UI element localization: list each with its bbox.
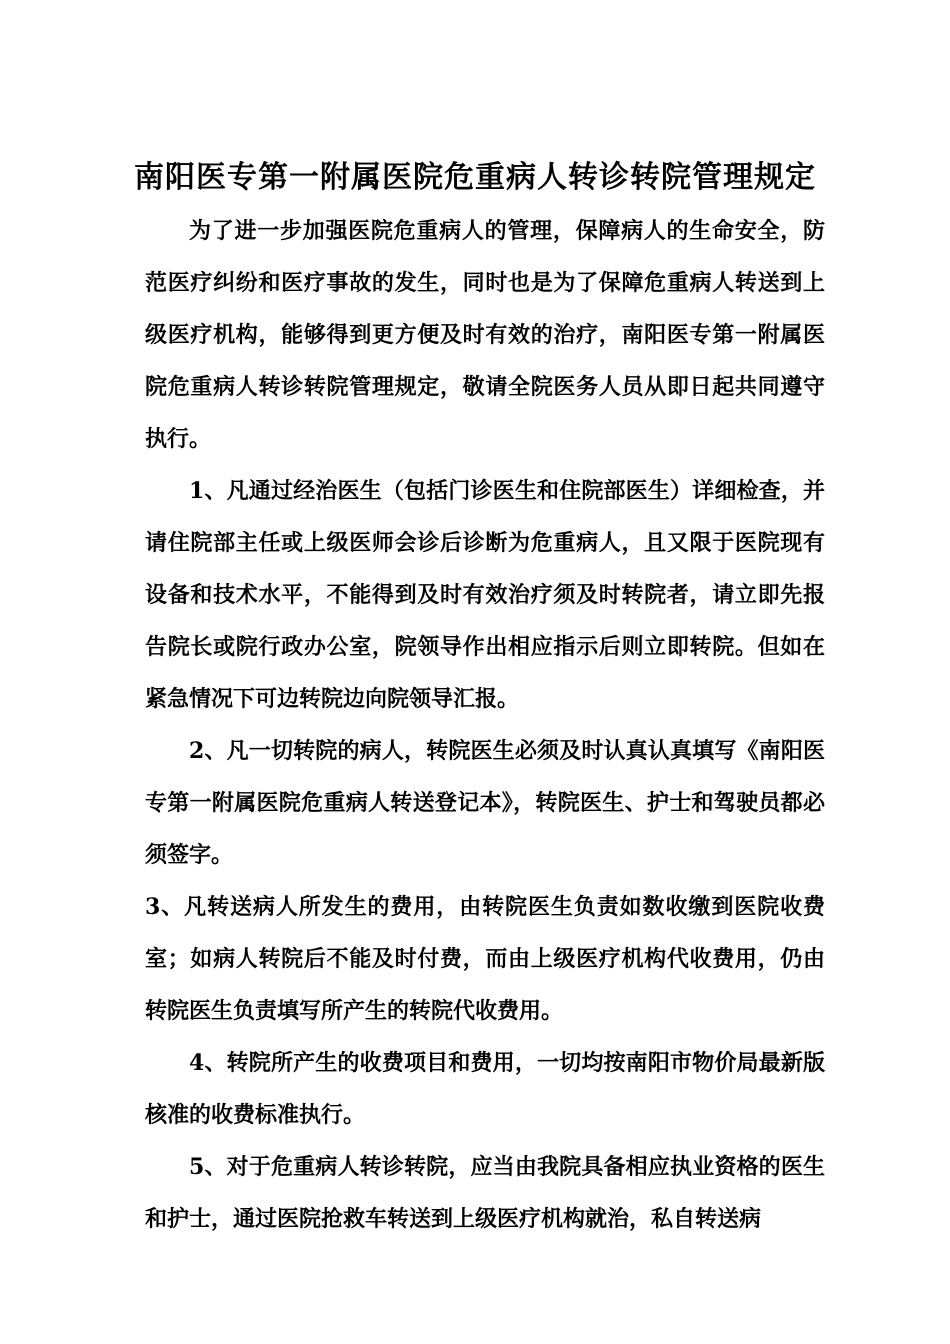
paragraph-3: 3、凡转送病人所发生的费用，由转院医生负责如数收缴到医院收费室；如病人转院后不能及时付费，而由上级医疗机构代收费用，仍由转院医生负责填写所产生的转院代收费用。 (145, 894, 825, 1024)
paragraph-4: 4、转院所产生的收费项目和费用，一切均按南阳市物价局最新版核准的收费标准执行。 (145, 1050, 825, 1128)
paragraph-5: 5、对于危重病人转诊转院，应当由我院具备相应执业资格的医生和护士，通过医院抢救车转送到上级医疗机构就治，私自转送病 (145, 1154, 825, 1232)
paragraph-1: 1、凡通过经治医生（包括门诊医生和住院部医生）详细检查，并请住院部主任或上级医师会诊后诊断为危重病人，且又限于医院现有设备和技术水平，不能得到及时有效治疗须及时转院者，请立即先报告院长或院行政办公室，院领导作出相应指示后则立即转院。但如在紧急情况下可边转院边向院领导汇报。 (145, 478, 825, 712)
paragraph-2: 2、凡一切转院的病人，转院医生必须及时认真认真填写《南阳医专第一附属医院危重病人转送登记本》，转院医生、护士和驾驶员都必须签字。 (145, 738, 825, 868)
document-title: 南阳医专第一附属医院危重病人转诊转院管理规定 (134, 160, 816, 195)
document-body (145, 205, 825, 1245)
paragraph-intro: 为了进一步加强医院危重病人的管理，保障病人的生命安全，防范医疗纠纷和医疗事故的发生，同时也是为了保障危重病人转送到上级医疗机构，能够得到更方便及时有效的治疗，南阳医专第一附属医院危重病人转诊转院管理规定，敬请全院医务人员从即日起共同遵守执行。 (145, 218, 825, 452)
